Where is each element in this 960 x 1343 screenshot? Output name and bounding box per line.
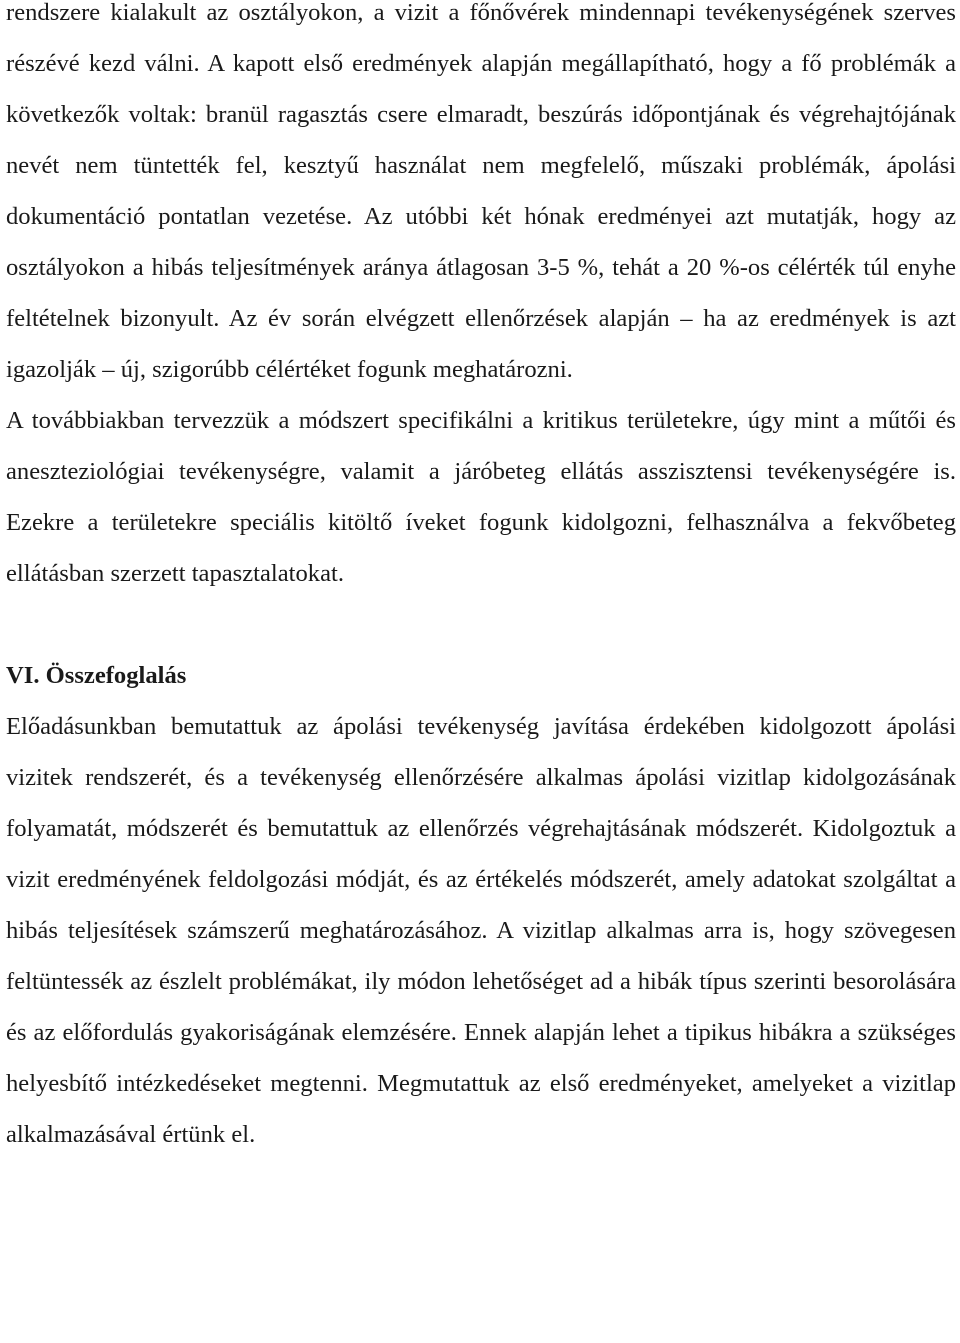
paragraph-future-plans: A továbbiakban tervezzük a módszert specifikálni a kritikus területekre, úgy mint a műtői és aneszteziológiai tevékenységre, valamit a járóbeteg ellátás asszisztensi tevékenységére is. Ezekre a területekre speciális kitöltő íveket fogunk kidolgozni, felhasználva a fekvőbeteg ellátásban szerzett tapasztalatokat. [6, 407, 956, 587]
paragraph-summary: Előadásunkban bemutattuk az ápolási tevékenység javítása érdekében kidolgozott ápolási vizitek rendszerét, és a tevékenység ellenőrzésére alkalmas ápolási vizitlap kidolgozásának folyamatát, módszerét és bemutattuk az ellenőrzés végrehajtásának módszerét. Kidolgoztuk a vizit eredményének feldolgozási módját, és az értékelés módszerét, amely adatokat szolgáltat a hibás teljesítések számszerű meghatározásához. A vizitlap alkalmas arra is, hogy szövegesen feltüntessék az észlelt problémákat, ily módon lehetőséget ad a hibák típus szerinti besorolására és az előfordulás gyakoriságának elemzésére. Ennek alapján lehet a tipikus hibákra a szükséges helyesbítő intézkedéseket megtenni. Megmutattuk az első eredményeket, amelyeket a vizitlap alkalmazásával értünk el. [6, 713, 956, 1148]
paragraph-results: rendszere kialakult az osztályokon, a vizit a főnővérek mindennapi tevékenységének szerves részévé kezd válni. A kapott első eredmények alapján megállapítható, hogy a fő problémák a következők voltak: branül ragasztás csere elmaradt, beszúrás időpontjának és végrehajtójának nevét nem tüntették fel, kesztyű használat nem megfelelő, műszaki problémák, ápolási dokumentáció pontatlan vezetése. Az utóbbi két hónak eredményei azt mutatják, hogy az osztályokon a hibás teljesítmények aránya átlagosan 3-5 %, tehát a 20 %-os célérték túl enyhe feltételnek bizonyult. Az év során elvégzett ellenőrzések alapján – ha az eredmények is azt igazolják – új, szigorúbb célértéket fogunk meghatározni. [6, 0, 956, 383]
section-heading: VI. Összefoglalás [6, 662, 187, 689]
section-spacer [6, 599, 956, 650]
document-page [6, 0, 956, 1160]
